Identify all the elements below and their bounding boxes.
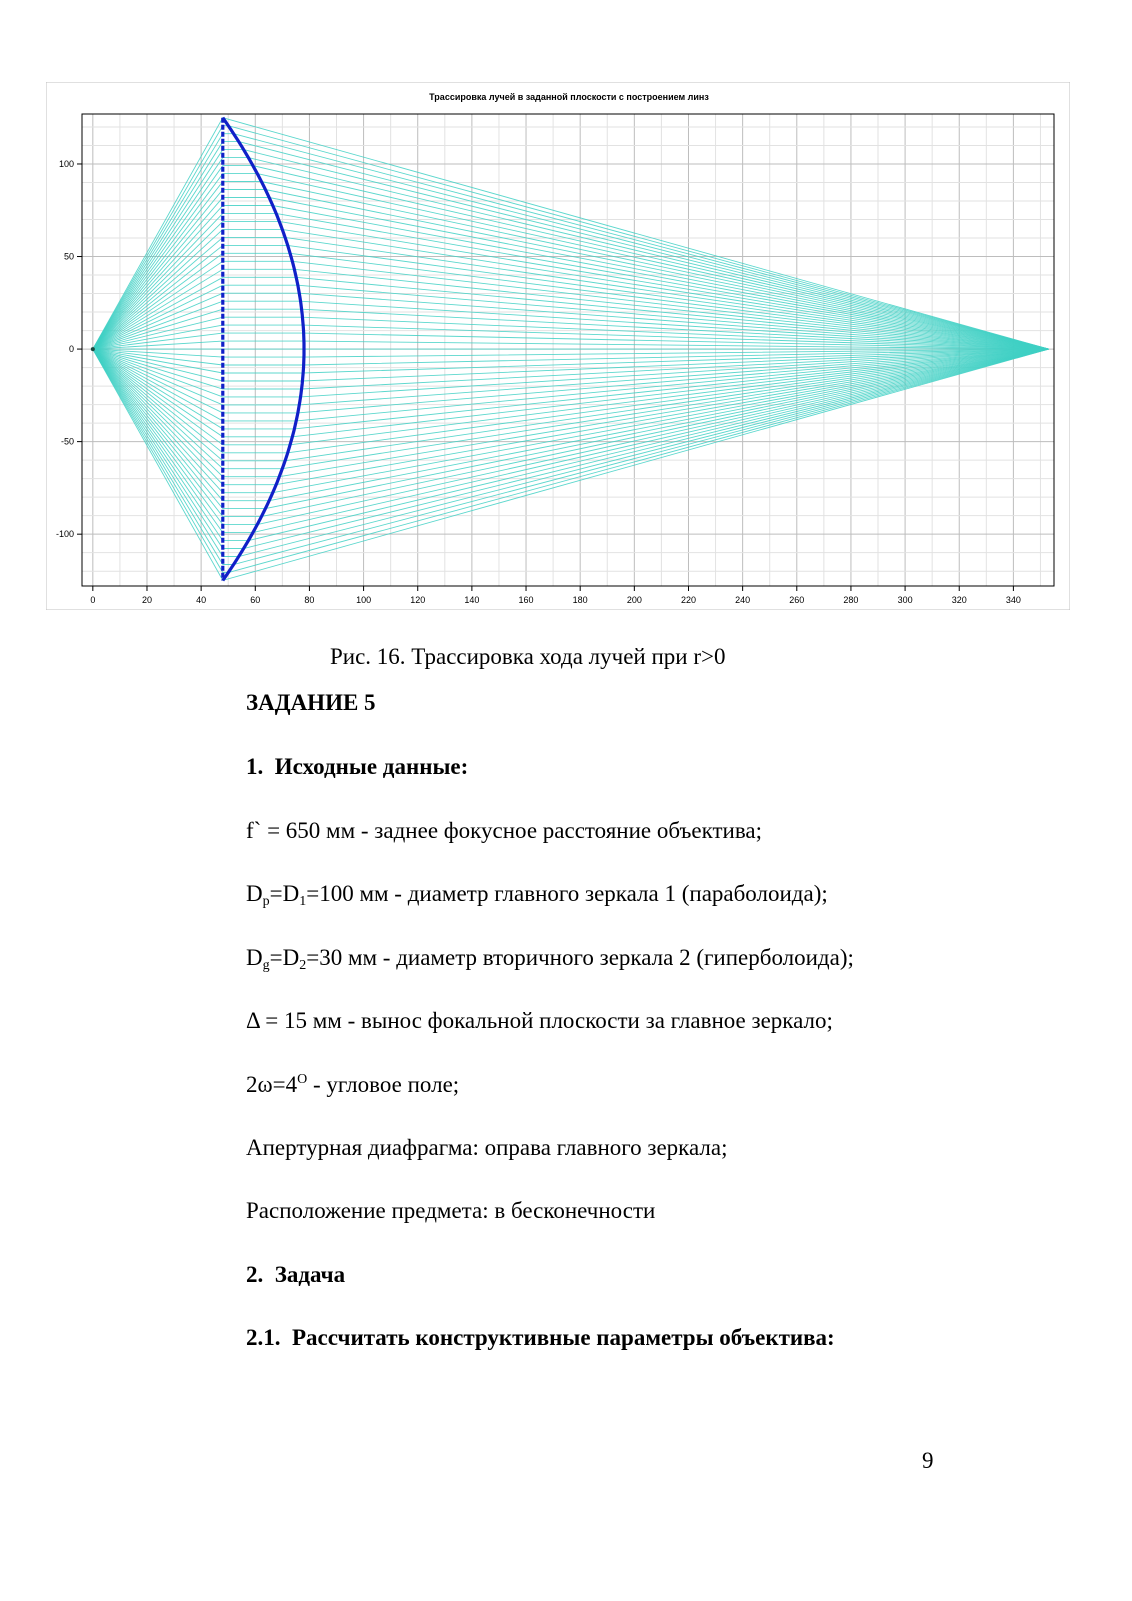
- omega-text: - угловое поле;: [307, 1072, 460, 1097]
- dg-subscript: g: [262, 958, 270, 973]
- dg-text: =30 мм - диаметр вторичного зеркала 2 (гиперболоида);: [306, 945, 854, 970]
- y-tick-label: -50: [60, 436, 74, 447]
- item-2-1-title: Рассчитать конструктивные параметры объектива:: [292, 1325, 835, 1350]
- dg-symbol: D: [246, 945, 263, 970]
- param-primary-mirror-diameter: [246, 881, 828, 910]
- dp-subscript: p: [262, 894, 270, 909]
- param-focal-length: f` = 650 мм - заднее фокусное расстояние объектива;: [246, 818, 762, 843]
- param-focal-plane-offset: Δ = 15 мм - вынос фокальной плоскости за главное зеркало;: [246, 1008, 833, 1033]
- param-secondary-mirror-diameter: [246, 945, 854, 974]
- d1-subscript: 1: [299, 894, 307, 909]
- x-tick-label: 40: [196, 595, 207, 605]
- dp-symbol: D: [246, 881, 263, 906]
- x-tick-label: 80: [304, 595, 315, 605]
- x-tick-label: 60: [250, 595, 261, 605]
- page-number: 9: [922, 1448, 934, 1473]
- y-tick-label: -100: [55, 529, 74, 540]
- item-2-title: Задача: [274, 1262, 346, 1287]
- x-tick-label: 120: [410, 595, 426, 605]
- x-tick-label: 300: [897, 595, 913, 605]
- item-1-title: Исходные данные:: [274, 754, 469, 779]
- grid-lines: [82, 114, 1054, 586]
- section-title: ЗАДАНИЕ 5: [246, 690, 376, 715]
- x-tick-label: 220: [680, 595, 697, 605]
- ray-trace-figure: [46, 82, 1070, 610]
- param-aperture-stop: Апертурная диафрагма: оправа главного зеркала;: [246, 1135, 728, 1160]
- x-tick-label: 140: [464, 595, 480, 605]
- chart-title: Трассировка лучей в заданной плоскости с построением линз: [429, 92, 709, 102]
- param-angular-field: [246, 1072, 459, 1098]
- d2-subscript: 2: [299, 958, 307, 973]
- item-2-1-number: 2.1.: [246, 1325, 281, 1350]
- x-tick-label: 260: [789, 595, 805, 605]
- y-tick-label: 100: [58, 158, 74, 169]
- x-tick-label: 180: [572, 595, 588, 605]
- omega-value: 2ω=4: [246, 1072, 298, 1097]
- y-tick-label: 0: [68, 344, 74, 355]
- x-tick-label: 200: [626, 595, 642, 605]
- figure-caption: Рис. 16. Трассировка хода лучей при r>0: [330, 644, 726, 669]
- param-object-position: Расположение предмета: в бесконечности: [246, 1198, 656, 1223]
- x-tick-label: 280: [843, 595, 859, 605]
- x-tick-label: 20: [141, 595, 152, 605]
- item-2-1-heading: [246, 1325, 835, 1351]
- d2-symbol: =D: [269, 945, 300, 970]
- x-tick-label: 240: [735, 595, 751, 605]
- item-2-number: 2.: [246, 1262, 264, 1287]
- item-1-number: 1.: [246, 754, 264, 779]
- d1-symbol: =D: [269, 881, 300, 906]
- dp-text: =100 мм - диаметр главного зеркала 1 (параболоида);: [306, 881, 828, 906]
- degree-mark: O: [297, 1072, 308, 1087]
- y-tick-label: 50: [63, 251, 74, 262]
- ray-trace-chart: [46, 82, 1070, 610]
- source-point: [91, 347, 95, 351]
- x-tick-label: 0: [90, 595, 96, 605]
- x-tick-label: 100: [356, 595, 372, 605]
- x-tick-label: 160: [518, 595, 534, 605]
- item-2-heading: [246, 1262, 345, 1288]
- item-1-heading: [246, 754, 468, 780]
- x-tick-label: 340: [1005, 595, 1021, 605]
- x-tick-label: 320: [951, 595, 967, 605]
